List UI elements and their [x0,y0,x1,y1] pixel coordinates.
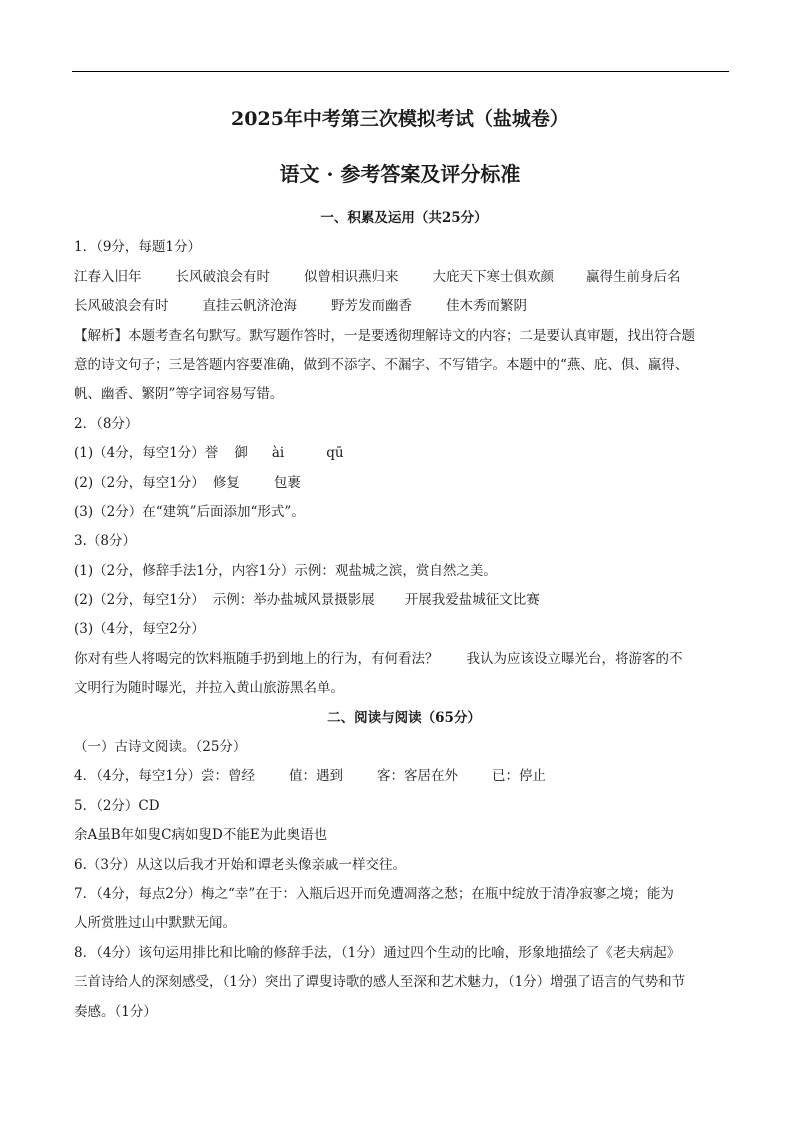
q8-line: 8．（4分）该句运用排比和比喻的修辞手法，（1分）通过四个生动的比喻，形象地描绘了《老夫病起》 [74,944,681,961]
section-2-heading: 二、阅读与阅读（65分） [327,709,481,726]
q1-analysis-line: 意的诗文句子；三是答题内容要准确，做到不添字、不漏字、不写错字。本题中的“燕、庇、俱、赢得、 [74,356,689,373]
q1-answer: 长风破浪会有时 [74,298,169,315]
q3-part2-label: (2)（2分，每空1分） [74,592,205,609]
q1-analysis-line: 【解析】本题考查名句默写。默写题作答时，一是要透彻理解诗文的内容；二是要认真审题，找出符合题 [74,327,695,344]
q1-answer: 佳木秀而繁阴 [446,298,527,315]
q3-question: 你对有些人将喝完的饮料瓶随手扔到地上的行为，有何看法？ [74,650,439,667]
q6: 6.（3分）从这以后我才开始和谭老头像亲戚一样交往。 [74,856,406,873]
q1-answer: 直挂云帆济沧海 [202,298,297,315]
q1-answers-row2 [74,292,734,321]
q3-part3-answer [74,645,734,674]
q2-head: 2．（8分） [74,415,139,432]
q1-answer: 大庇天下寒士俱欢颜 [432,268,554,285]
q2-part2-label: (2)（2分，每空1分） [74,474,205,491]
q2-part2 [74,469,734,498]
header-rule [72,71,729,72]
q1-answer: 江春入旧年 [74,268,142,285]
page-subtitle: 语文 · 参考答案及评分标准 [279,162,521,186]
q3-part2 [74,586,734,615]
q8-line: 奏感。（1分） [74,1003,157,1020]
q2-answer: ài [271,445,285,462]
q7-line: 人所赏胜过山中默默无闻。 [74,915,236,932]
q3-part3-answer-cont: 文明行为随时曝光，并拉入黄山旅游黑名单。 [74,680,344,697]
q2-answer: 御 [234,445,248,462]
q3-answer: 开展我爱盐城征文比赛 [404,592,540,609]
q3-part1: (1)（2分，修辞手法1分，内容1分）示例：观盐城之滨，赏自然之美。 [74,562,497,579]
q2-answer: 包裹 [273,474,301,491]
q2-part1 [74,439,734,468]
q4 [74,762,734,791]
q7-line: 7．（4分，每点2分）梅之“幸”在于：入瓶后迟开而免遭凋落之愁；在瓶中绽放于清净寂寥之境；能为 [74,885,674,902]
q1-head: 1．（9分，每题1分） [74,239,202,256]
q1-answer: 似曾相识燕归来 [304,268,399,285]
q3-part3: (3)（4分，每空2分） [74,621,205,638]
q1-answer: 赢得生前身后名 [586,268,681,285]
q1-analysis-line: 帆、幽香、繁阴”等字词容易写错。 [74,386,284,403]
q2-part1-label: (1)（4分，每空1分）誉 [74,445,219,462]
page-title: 2025年中考第三次模拟考试（盐城卷） [231,108,569,130]
q2-answer: 修复 [212,474,240,491]
q4-answer: 客：客居在外 [377,768,459,785]
q8-line: 三首诗给人的深刻感受，（1分）突出了谭叟诗歌的感人至深和艺术魅力，（1分）增强了语言的气势和节 [74,974,686,991]
q5: 5．（2分）CD [74,797,160,814]
q5-line: 余A虽B年如叟C病如叟D不能E为此奥语也 [74,827,328,844]
q4-label: 4．（4分，每空1分）尝：曾经 [74,768,256,785]
q3-answer: 示例：举办盐城风景摄影展 [212,592,375,609]
q2-part3: (3)（2分）在“建筑”后面添加“形式”。 [74,503,305,520]
q1-answers-row1 [74,263,734,292]
section-1-heading: 一、积累及运用（共25分） [320,210,488,226]
sec2-part1: （一）古诗文阅读。（25分） [74,739,247,756]
q4-answer: 已：停止 [492,768,547,785]
q1-answer: 野芳发而幽香 [331,298,412,315]
q3-answer-text: 我认为应该设立曝光台，将游客的不 [466,650,683,667]
q3-head: 3.（8分） [74,533,136,550]
answer-content [74,204,734,1027]
q2-answer: qū [326,445,344,462]
q4-answer: 值：遇到 [289,768,344,785]
q1-answer: 长风破浪会有时 [175,268,270,285]
